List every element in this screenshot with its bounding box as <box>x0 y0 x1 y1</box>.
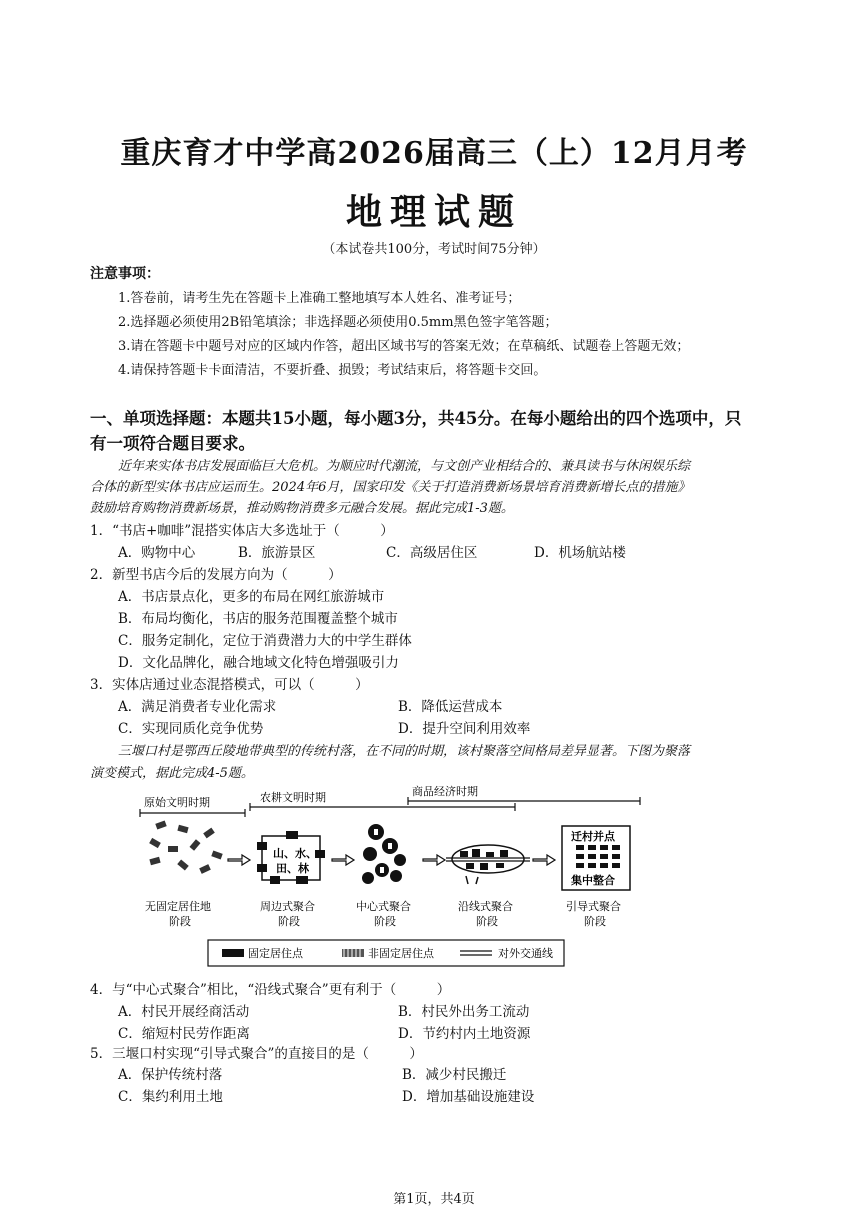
q2-option-c: C．服务定制化，定位于消费潜力大的中学生群体 <box>118 633 412 649</box>
question-1-stem: 1．“书店+咖啡”混搭实体店大多选址于（ ） <box>90 523 394 539</box>
section-heading: 有一项符合题目要求。 <box>90 434 255 453</box>
q1-option-c: C．高级居住区 <box>386 545 478 561</box>
q1-option-b: B．旅游景区 <box>238 545 316 561</box>
question-4-stem: 4．与“中心式聚合”相比，“沿线式聚合”更有利于（ ） <box>90 982 451 998</box>
diagram-legend <box>208 940 564 966</box>
stage-3-central-aggregation <box>362 824 406 884</box>
passage-line: 近年来实体书店发展面临巨大危机。为顺应时代潮流，与文创产业相结合的、兼具读书与休闲娱乐综 <box>118 459 691 474</box>
note-item: 4.请保持答题卡卡面清洁，不要折叠、损毁；考试结束后，将答题卡交回。 <box>118 363 547 378</box>
period-label: 原始文明时期 <box>144 796 210 809</box>
q1-option-d: D．机场航站楼 <box>534 545 626 561</box>
passage-line: 演变模式，据此完成4-5题。 <box>90 766 254 781</box>
non-fixed-point-legend-icon <box>342 949 364 957</box>
stage-2-inner-label: 山、水、 <box>273 847 317 860</box>
q3-option-d: D．提升空间利用效率 <box>398 721 531 737</box>
stage-2-inner-label: 田、林 <box>276 862 309 875</box>
note-item: 2.选择题必须使用2B铅笔填涂；非选择题必须使用0.5mm黑色签字笔答题； <box>118 315 558 330</box>
question-5-stem: 5．三堰口村实现“引导式聚合”的直接目的是（ ） <box>90 1046 423 1062</box>
guide-box-label: 迁村并点 <box>571 830 615 843</box>
stage-2-peripheral-aggregation <box>257 831 325 884</box>
q4-option-b: B．村民外出务工流动 <box>398 1004 530 1020</box>
stage-5-guided-aggregation <box>562 826 630 890</box>
legend-label: 固定居住点 <box>248 947 303 960</box>
notes-heading: 注意事项： <box>90 266 160 282</box>
period-label: 农耕文明时期 <box>260 791 326 804</box>
period-label: 商品经济时期 <box>412 785 478 798</box>
stage-caption: 沿线式聚合 <box>458 900 513 913</box>
main-title: 重庆育才中学高2026届高三（上）12月月考 <box>120 136 748 171</box>
passage-line: 鼓励培育购物消费新场景，推动购物消费多元融合发展。据此完成1-3题。 <box>90 501 514 516</box>
q3-option-c: C．实现同质化竞争优势 <box>118 721 264 737</box>
q4-option-d: D．节约村内土地资源 <box>398 1026 531 1042</box>
stage-caption: 阶段 <box>169 915 191 928</box>
page-footer: 第1页，共4页 <box>393 1192 475 1207</box>
note-item: 1.答卷前，请考生先在答题卡上准确工整地填写本人姓名、准考证号； <box>118 291 521 306</box>
stage-caption: 阶段 <box>476 915 498 928</box>
stage-caption: 中心式聚合 <box>356 900 411 913</box>
passage-line: 三堰口村是鄂西丘陵地带典型的传统村落，在不同的时期，该村聚落空间格局差异显著。下图为聚落 <box>118 744 691 759</box>
stage-caption: 阶段 <box>374 915 396 928</box>
q3-option-b: B．降低运营成本 <box>398 699 503 715</box>
q5-option-d: D．增加基础设施建设 <box>402 1089 535 1105</box>
settlement-evolution-diagram <box>120 780 650 975</box>
passage-line: 合体的新型实体书店应运而生。2024年6月，国家印发《关于打造消费新场景培育消费新增长点的措施》 <box>90 480 691 495</box>
stage-caption: 无固定居住地 <box>145 900 211 913</box>
q5-option-b: B．减少村民搬迁 <box>402 1067 507 1083</box>
q2-option-d: D．文化品牌化，融合地域文化特色增强吸引力 <box>118 655 399 671</box>
exam-info: （本试卷共100分，考试时间75分钟） <box>322 242 546 257</box>
q2-option-a: A．书店景点化，更多的布局在网红旅游城市 <box>118 589 385 605</box>
section-heading: 一、单项选择题：本题共15小题，每小题3分，共45分。在每小题给出的四个选项中，只 <box>90 409 742 428</box>
q3-option-a: A．满足消费者专业化需求 <box>118 699 277 715</box>
question-3-stem: 3．实体店通过业态混搭模式，可以（ ） <box>90 677 369 693</box>
fixed-point-legend-icon <box>222 949 244 957</box>
stage-caption: 引导式聚合 <box>566 900 621 913</box>
q2-option-b: B．布局均衡化，书店的服务范围覆盖整个城市 <box>118 611 398 627</box>
stage-caption: 周边式聚合 <box>260 900 315 913</box>
stage-1-scattered-points <box>149 820 223 873</box>
q4-option-a: A．村民开展经商活动 <box>118 1004 250 1020</box>
guide-box-label: 集中整合 <box>571 874 615 887</box>
stage-caption: 阶段 <box>584 915 606 928</box>
legend-label: 非固定居住点 <box>368 947 434 960</box>
q5-option-a: A．保护传统村落 <box>118 1067 223 1083</box>
question-2-stem: 2．新型书店今后的发展方向为（ ） <box>90 567 342 583</box>
stage-4-linear-aggregation <box>446 845 530 884</box>
stage-caption: 阶段 <box>278 915 300 928</box>
q1-option-a: A．购物中心 <box>118 545 196 561</box>
legend-label: 对外交通线 <box>498 947 553 960</box>
sub-title: 地理试题 <box>345 191 522 233</box>
q5-option-c: C．集约利用土地 <box>118 1089 223 1105</box>
note-item: 3.请在答题卡中题号对应的区域内作答，超出区域书写的答案无效；在草稿纸、试题卷上答题无效； <box>118 339 690 354</box>
q4-option-c: C．缩短村民劳作距离 <box>118 1026 250 1042</box>
